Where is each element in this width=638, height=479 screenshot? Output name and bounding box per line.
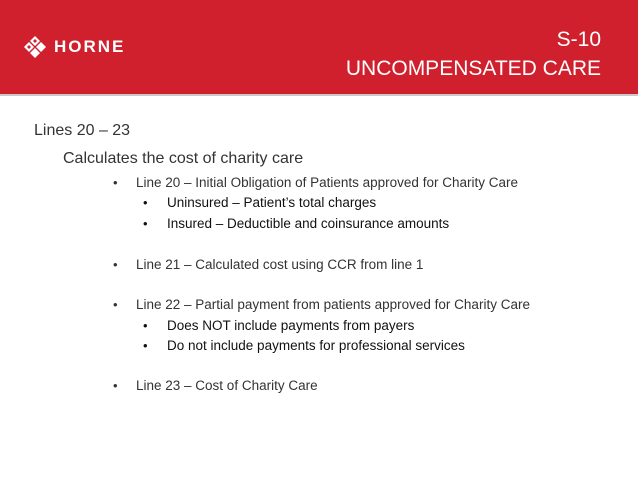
lines-subheading: Calculates the cost of charity care [63, 150, 304, 167]
line-20-insured: Insured – Deductible and coinsurance amounts [167, 216, 450, 231]
line-22-professional: Do not include payments for professional services [167, 338, 465, 353]
bullet: • [113, 297, 118, 312]
line-20-item: Line 20 – Initial Obligation of Patients approved for Charity Care [136, 175, 518, 190]
line-20-uninsured: Uninsured – Patient’s total charges [167, 195, 377, 210]
bullet: • [143, 318, 148, 333]
slide-title: UNCOMPENSATED CARE [345, 57, 601, 80]
bullet: • [143, 338, 148, 353]
bullet: • [113, 257, 118, 272]
logo-text: HORNE [54, 37, 126, 56]
line-23-item: Line 23 – Cost of Charity Care [136, 378, 318, 393]
bullet: • [143, 195, 148, 210]
slide-title-code: S-10 [556, 28, 601, 51]
bullet: • [113, 175, 118, 190]
bullet: • [143, 216, 148, 231]
line-21-item: Line 21 – Calculated cost using CCR from line 1 [136, 257, 424, 272]
bullet: • [113, 378, 118, 393]
lines-heading: Lines 20 – 23 [34, 122, 131, 139]
line-22-item: Line 22 – Partial payment from patients approved for Charity Care [136, 297, 530, 312]
line-22-payers: Does NOT include payments from payers [167, 318, 415, 333]
